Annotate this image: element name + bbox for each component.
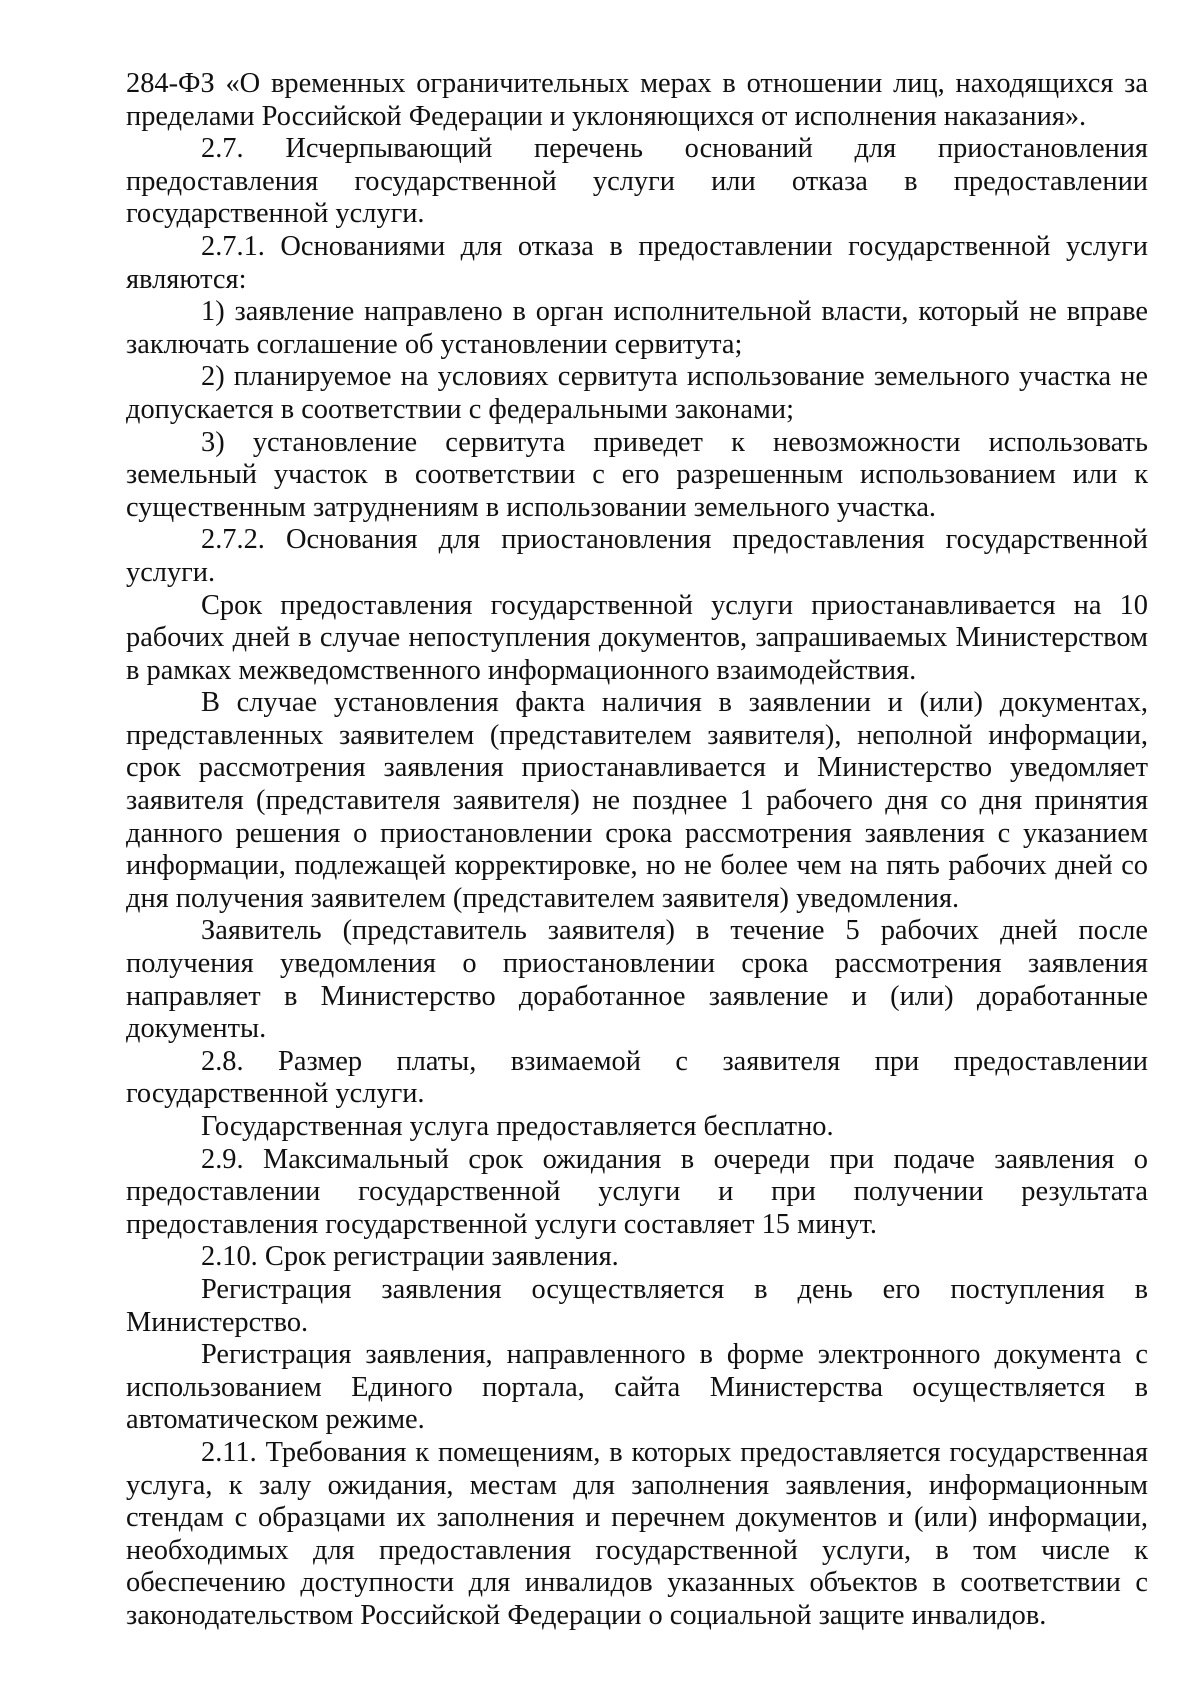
paragraph-section-2-7-2: 2.7.2. Основания для приостановления предоставления государственной услуги. bbox=[126, 524, 1148, 588]
paragraph-registration-electronic: Регистрация заявления, направленного в форме электронного документа с использованием Единого портала, сайта Министерства осуществляется в автоматическом режиме. bbox=[126, 1339, 1148, 1436]
paragraph-suspension-term: Срок предоставления государственной услуги приостанавливается на 10 рабочих дней в случае непоступления документов, запрашиваемых Министерством в рамках межведомственного информационного взаимодействия. bbox=[126, 589, 1148, 686]
paragraph-law-reference: 284-ФЗ «О временных ограничительных мерах в отношении лиц, находящихся за пределами Российской Федерации и уклоняющихся от исполнения наказания». bbox=[126, 68, 1148, 132]
paragraph-section-2-9: 2.9. Максимальный срок ожидания в очереди при подаче заявления о предоставлении государственной услуги и при получении результата предоставления государственной услуги составляет 15 минут. bbox=[126, 1143, 1148, 1240]
paragraph-section-2-11: 2.11. Требования к помещениям, в которых предоставляется государственная услуга, к залу ожидания, местам для заполнения заявления, информационным стендам с образцами их заполнения и перечнем документов и (или) информации, необходимых для предоставления государственной услуги, в том числе к обеспечению доступности для инвалидов указанных объектов в соответствии с законодательством Российской Федерации о социальной защите инвалидов. bbox=[126, 1436, 1148, 1631]
paragraph-refusal-item-2: 2) планируемое на условиях сервитута использование земельного участка не допускается в соответствии с федеральными законами; bbox=[126, 361, 1148, 425]
paragraph-refusal-item-1: 1) заявление направлено в орган исполнительной власти, который не вправе заключать соглашение об установлении сервитута; bbox=[126, 296, 1148, 360]
paragraph-section-2-10: 2.10. Срок регистрации заявления. bbox=[201, 1241, 619, 1273]
paragraph-registration-day: Регистрация заявления осуществляется в день его поступления в Министерство. bbox=[126, 1273, 1148, 1338]
paragraph-section-2-8: 2.8. Размер платы, взимаемой с заявителя при предоставлении государственной услуги. bbox=[126, 1045, 1148, 1110]
paragraph-free-service: Государственная услуга предоставляется бесплатно. bbox=[201, 1111, 834, 1142]
document-body bbox=[126, 68, 1148, 1633]
paragraph-section-2-7: 2.7. Исчерпывающий перечень оснований для приостановления предоставления государственной услуги или отказа в предоставлении государственной услуги. bbox=[126, 133, 1148, 230]
paragraph-applicant-revision: Заявитель (представитель заявителя) в течение 5 рабочих дней после получения уведомления о приостановлении срока рассмотрения заявления направляет в Министерство доработанное заявление и (или) доработанные документы. bbox=[126, 915, 1148, 1045]
paragraph-section-2-7-1: 2.7.1. Основаниями для отказа в предоставлении государственной услуги являются: bbox=[126, 230, 1148, 295]
paragraph-refusal-item-3: 3) установление сервитута приведет к невозможности использовать земельный участок в соответствии с его разрешенным использованием или к существенным затруднениям в использовании земельного участка. bbox=[126, 426, 1148, 523]
paragraph-incomplete-info: В случае установления факта наличия в заявлении и (или) документах, представленных заявителем (представителем заявителя), неполной информации, срок рассмотрения заявления приостанавливается и Министерство уведомляет заявителя (представителя заявителя) не позднее 1 рабочего дня со дня принятия данного решения о приостановлении срока рассмотрения заявления с указанием информации, подлежащей корректировке, но не более чем на пять рабочих дней со дня получения заявителем (представителем заявителя) уведомления. bbox=[126, 687, 1148, 914]
